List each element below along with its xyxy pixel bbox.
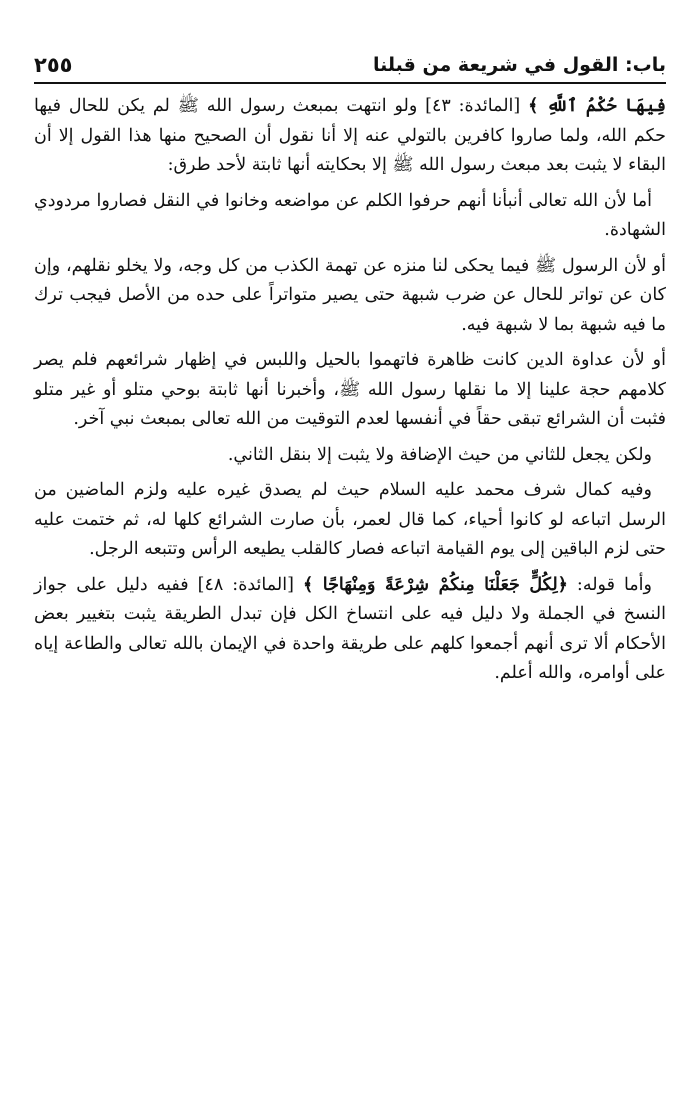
paragraph-text: أما لأن الله تعالى أنبأنا أنهم حرفوا الكلم عن مواضعه وخانوا في النقل فصاروا مردودي الشهادة.: [34, 190, 666, 240]
paragraph-5: [34, 441, 666, 471]
paragraph-text: وفيه كمال شرف محمد عليه السلام حيث لم يصدق غيره عليه ولزم الماضين من الرسل اتباعه لو كانوا أحياء، كما قال لعمر، بأن صارت الشرائع كلها له، ثم ختمت عليه حتى لزم الباقين إلى يوم القيامة اتباعه فصار كالقلب يطيعه الرأس وتتبعه الرجل.: [34, 480, 666, 559]
page-body: [34, 92, 666, 695]
paragraph-lead: وأما قوله:: [567, 574, 652, 595]
chapter-title: باب: القول في شريعة من قبلنا: [372, 54, 666, 76]
header-divider: [34, 82, 666, 84]
paragraph-4: [34, 346, 666, 435]
quran-quote: ﴿لِكُلٍّ جَعَلْنَا مِنكُمْ شِرْعَةً وَمِنْهَاجًا ﴾: [302, 574, 568, 595]
paragraph-6: [34, 476, 666, 565]
paragraph-1: [34, 92, 666, 181]
page-number: ٢٥٥: [34, 53, 73, 77]
running-header: [34, 40, 666, 80]
paragraph-text: ولكن يجعل للثاني من حيث الإضافة ولا يثبت إلا بنقل الثاني.: [227, 444, 652, 465]
paragraph-text: أو لأن عداوة الدين كانت ظاهرة فاتهموا بالحيل واللبس في إظهار شرائعهم فلم يصر كلامهم حجة علينا إلا ما نقلها رسول الله ﷺ، وأخبرنا أنها ثابتة بوحي متلو أو غير متلو فثبت أن الشرائع تبقى حقاً في أنفسها لعدم التوقيت من الله تعالى بمبعث نبي آخر.: [34, 350, 666, 429]
quran-quote: فِيهَا حُكْمُ ٱللَّهِ ﴾: [528, 96, 666, 116]
paragraph-3: [34, 252, 666, 341]
paragraph-text: [المائدة: ٤٣] ولو انتهت بمبعث رسول الله ﷺ لم يكن للحال فيها حكم الله، ولما صاروا كافرين بالتولي عنه إلا أنا نقول أن الصحيح منها هذا القول إلا أن البقاء لا يثبت بعد مبعث رسول الله ﷺ إلا بحكايته أنها ثابتة لأحد طرق:: [34, 96, 666, 175]
paragraph-text: [المائدة: ٤٨] ففيه دليل على جواز النسخ في الجملة ولا دليل فيه على انتساخ الكل فإن تبدل الطريقة يثبت بتغيير بعض الأحكام ألا ترى أنهم أجمعوا كلهم على طريقة واحدة في الإيمان بالله تعالى والطاعة إياه على أوامره، والله أعلم.: [34, 574, 666, 683]
paragraph-2: [34, 187, 666, 246]
paragraph-text: أو لأن الرسول ﷺ فيما يحكى لنا منزه عن تهمة الكذب من كل وجه، ولا يخلو نقلهم، وإن كان عن تواتر للحال عن ضرب شبهة حتى يصير متواتراً على حده من الأصل فيجب ترك ما فيه شبهة بما لا شبهة فيه.: [34, 255, 666, 335]
paragraph-7: [34, 571, 666, 689]
